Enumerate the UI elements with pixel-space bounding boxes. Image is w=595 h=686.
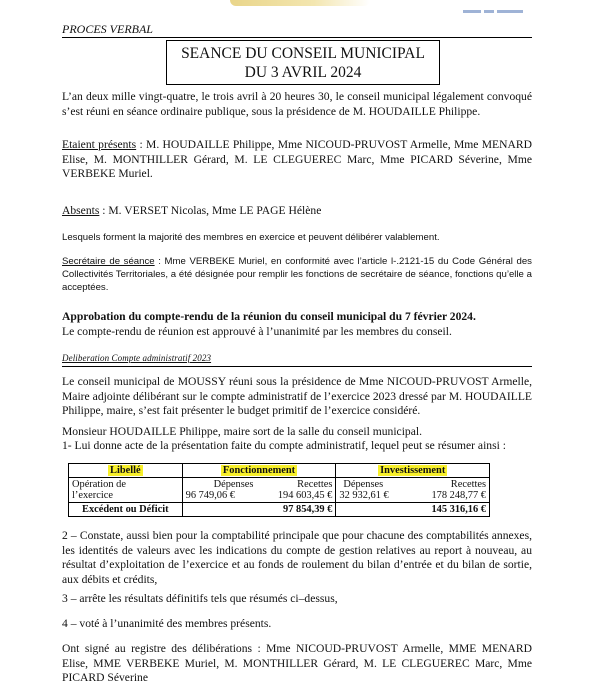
absents-paragraph — [62, 204, 532, 219]
secretary-paragraph — [62, 255, 532, 295]
secretary-label: Secrétaire de séance — [62, 256, 155, 267]
majority-paragraph: Lesquels forment la majorité des membres en exercice et peuvent délibérer valablement. — [62, 232, 440, 243]
deliberation-heading-wrap — [62, 351, 532, 366]
row-label-operations: Opération de l’exercice — [69, 478, 183, 503]
table-row-total — [69, 503, 490, 517]
point-2: 2 – Constate, aussi bien pour la comptabilité principale que pour chacune des comptabilités annexes, les identités de valeurs avec les indications du compte de gestion relatives au report à nouveau, au résultat d’exploitation de l’exercice et au fonds de roulement du bilan d’entrée et du bilan de sortie, aux débits et crédits, — [62, 529, 532, 586]
point-1: 1- Lui donne acte de la présentation faite du compte administratif, lequel peut se résumer ainsi : — [62, 439, 506, 452]
document-header-label: PROCES VERBAL — [62, 22, 153, 36]
deliberation-heading: Deliberation Compte administratif 2023 — [62, 353, 212, 363]
approval-heading: Approbation du compte-rendu de la réunion du conseil municipal du 7 février 2024. — [62, 310, 476, 323]
header-fonctionnement: Fonctionnement — [182, 464, 336, 478]
header-libelle: Libellé — [69, 464, 183, 478]
absents-text: : M. VERSET Nicolas, Mme LE PAGE Hélène — [99, 204, 322, 217]
cell-investissement-total: 145 316,16 € — [336, 503, 490, 517]
approval-text: Le compte-rendu de réunion est approuvé à l’unanimité par les membres du conseil. — [62, 324, 452, 338]
title-line-2: DU 3 AVRIL 2024 — [244, 64, 362, 81]
presents-label: Etaient présents — [62, 138, 137, 151]
cell-fonctionnement-total: 97 854,39 € — [182, 503, 336, 517]
presents-text: : M. HOUDAILLE Philippe, Mme NICOUD-PRUVOST Armelle, Mme MENARD Elise, M. MONTHILLER Gérard, M. LE CLEGUEREC Marc, Mme PICARD Séverine, Mme VERBEKE Muriel. — [62, 138, 532, 181]
point-4: 4 – voté à l’unanimité des membres présents. — [62, 617, 272, 630]
table-row-operations — [69, 478, 490, 503]
header-rule — [62, 37, 532, 38]
secretary-text: : Mme VERBEKE Muriel, en conformité avec l’article l-.2121-15 du Code Général des Collectivités Territoriales, a été désignée pour remplir les fonctions de secrétaire de séance, fonctions qu’elle a acceptées. — [62, 256, 532, 294]
section-rule — [62, 366, 532, 367]
row-label-total: Excédent ou Déficit — [69, 503, 183, 517]
title-line-1: SEANCE DU CONSEIL MUNICIPAL — [181, 45, 425, 62]
presents-paragraph — [62, 138, 532, 182]
budget-summary-table — [68, 463, 490, 517]
deliberation-paragraph: Le conseil municipal de MOUSSY réuni sous la présidence de Mme NICOUD-PRUVOST Armelle, Maire adjointe délibérant sur le compte administratif de l’exercice 2023 dressé par M. HOUDAILLE Philippe, maire, s’est fait présenter le budget primitif de l’exercice considéré. — [62, 375, 532, 418]
header-investissement: Investissement — [336, 464, 490, 478]
mayor-leaves-line: Monsieur HOUDAILLE Philippe, maire sort de la salle du conseil municipal. — [62, 425, 422, 438]
point-3: 3 – arrête les résultats définitifs tels que résumés ci–dessus, — [62, 592, 338, 605]
table-header-row — [69, 464, 490, 478]
header-decoration — [463, 0, 533, 6]
logo-decoration — [230, 0, 370, 6]
cell-fonctionnement-values: Dépenses Recettes 96 749,06 € 194 603,45 € — [182, 478, 336, 503]
signed-paragraph: Ont signé au registre des délibérations : Mme NICOUD-PRUVOST Armelle, MME MENARD Elise, MME VERBEKE Muriel, M. MONTHILLER Gérard, M. LE CLEGUEREC Marc, Mme PICARD Séverine — [62, 642, 532, 685]
approval-section — [62, 310, 532, 339]
cell-investissement-values: Dépenses Recettes 32 932,61 € 178 248,77 € — [336, 478, 490, 503]
title-box — [166, 40, 440, 85]
absents-label: Absents — [62, 204, 100, 217]
intro-paragraph: L’an deux mille vingt-quatre, le trois avril à 20 heures 30, le conseil municipal légalement convoqué s’est réuni en séance ordinaire publique, sous la présidence de M. HOUDAILLE Philippe. — [62, 90, 532, 118]
